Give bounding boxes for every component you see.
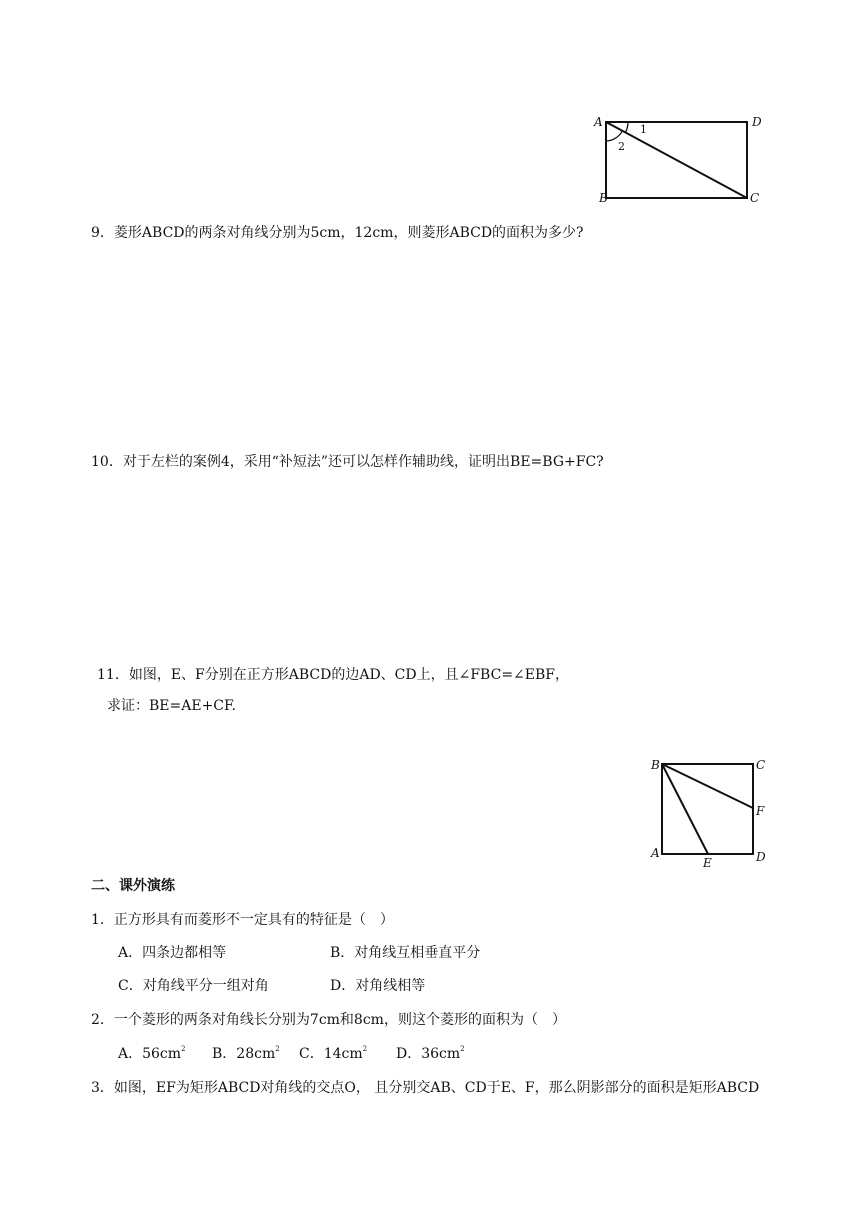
label-c: C bbox=[756, 758, 766, 772]
option-text: B．28cm bbox=[212, 1046, 276, 1062]
practice-1-option-c: C．对角线平分一组对角 bbox=[118, 978, 269, 994]
label-a: A bbox=[594, 115, 603, 129]
practice-2-option-c bbox=[299, 1045, 367, 1063]
label-a: A bbox=[651, 846, 660, 860]
exponent: 2 bbox=[275, 1045, 280, 1053]
practice-2-option-b bbox=[212, 1045, 280, 1063]
question-10: 10．对于左栏的案例4，采用“补短法”还可以怎样作辅助线，证明出BE=BG+FC? bbox=[91, 454, 604, 470]
label-e: E bbox=[703, 856, 712, 870]
exponent: 2 bbox=[181, 1045, 186, 1053]
practice-1-question: 1．正方形具有而菱形不一定具有的特征是（ ） bbox=[91, 912, 394, 928]
option-text: C．14cm bbox=[299, 1046, 363, 1062]
question-9: 9．菱形ABCD的两条对角线分别为5cm，12cm，则菱形ABCD的面积为多少? bbox=[91, 225, 584, 241]
exponent: 2 bbox=[362, 1045, 368, 1053]
section-title: 二、课外演练 bbox=[91, 878, 175, 894]
label-angle-2: 2 bbox=[618, 140, 625, 153]
option-text: A．56cm bbox=[118, 1046, 182, 1062]
label-b: B bbox=[599, 191, 608, 205]
label-b: B bbox=[651, 758, 660, 772]
practice-1-option-d: D．对角线相等 bbox=[330, 978, 426, 994]
practice-1-option-a: A．四条边都相等 bbox=[118, 945, 227, 961]
segment-be bbox=[662, 764, 708, 854]
label-c: C bbox=[750, 191, 760, 205]
label-d: D bbox=[752, 115, 762, 129]
label-angle-1: 1 bbox=[640, 123, 647, 136]
exponent: 2 bbox=[460, 1045, 465, 1053]
label-f: F bbox=[756, 804, 765, 818]
label-d: D bbox=[756, 850, 766, 864]
rectangle-shape bbox=[606, 122, 747, 198]
square-outline bbox=[662, 764, 753, 854]
diagonal-ac bbox=[606, 122, 747, 198]
practice-2-option-d bbox=[396, 1045, 465, 1063]
figure-rectangle-abcd bbox=[590, 110, 770, 210]
square-shape bbox=[662, 764, 753, 854]
question-11-line-1: 11．如图，E、F分别在正方形ABCD的边AD、CD上，且∠FBC=∠EBF， bbox=[97, 667, 569, 683]
practice-2-question: 2．一个菱形的两条对角线长分别为7cm和8cm，则这个菱形的面积为（ ） bbox=[91, 1012, 566, 1028]
option-text: D．36cm bbox=[396, 1046, 461, 1062]
practice-2-option-a bbox=[118, 1045, 186, 1063]
question-11-line-2: 求证：BE=AE+CF. bbox=[107, 698, 236, 714]
practice-3-question: 3．如图，EF为矩形ABCD对角线的交点O， 且分别交AB、CD于E、F，那么阴影部分的面积是矩形ABCD bbox=[91, 1080, 760, 1096]
figure-square-abcd bbox=[650, 755, 770, 875]
angle-1-arc bbox=[626, 122, 629, 132]
segment-bf bbox=[662, 764, 753, 808]
practice-1-option-b: B．对角线互相垂直平分 bbox=[330, 945, 481, 961]
